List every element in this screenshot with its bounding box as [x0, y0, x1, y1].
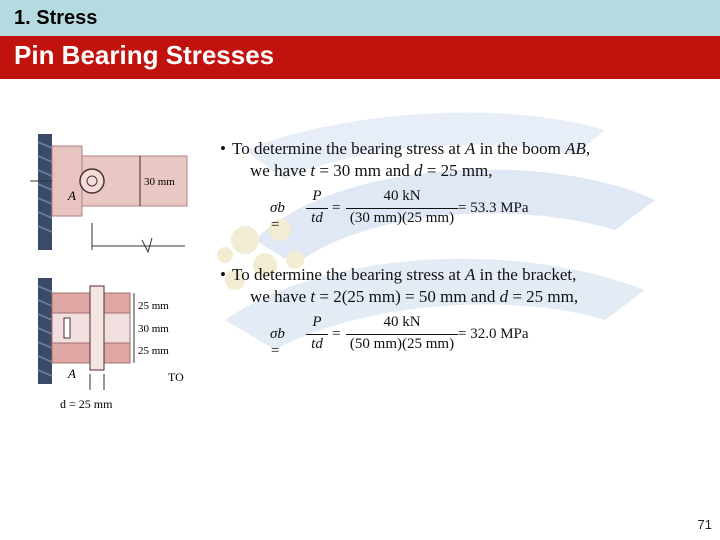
- bullet-boom: [220, 138, 702, 182]
- pin-bottom: [90, 286, 104, 370]
- equation-denominator: td: [311, 210, 323, 226]
- bullet-symbol: •: [220, 139, 226, 158]
- equation-result: = 53.3 MPa: [458, 200, 529, 216]
- bullet-line: we have t = 30 mm and d = 25 mm,: [250, 161, 493, 180]
- bracket-top: [52, 146, 82, 216]
- bullet-line: To determine the bearing stress at A in the bracket,: [232, 265, 577, 284]
- figure-label-30mm-top: 30 mm: [144, 176, 175, 188]
- equation-numerator: P: [312, 314, 322, 330]
- figure-label-to: TO: [168, 370, 184, 384]
- equation-denominator: td: [311, 336, 323, 352]
- equation-numerator: 40 kN: [383, 188, 421, 204]
- bullet-line: we have t = 2(25 mm) = 50 mm and d = 25 mm,: [250, 287, 579, 306]
- equation-denominator: (50 mm)(25 mm): [349, 336, 455, 352]
- equation-numerator: 40 kN: [383, 314, 421, 330]
- figure-label-25mm-2: 25 mm: [138, 345, 169, 357]
- equation-lhs: σb =: [270, 326, 285, 359]
- page-number: 71: [697, 517, 712, 532]
- bullet-bracket: [220, 264, 702, 308]
- figure-label-d: d = 25 mm: [60, 397, 113, 411]
- equation-result: = 32.0 MPa: [458, 326, 529, 342]
- bullet-line: To determine the bearing stress at A in the boom AB,: [232, 139, 591, 158]
- pin-bracket-figure: [30, 128, 195, 418]
- section-header-bar: [0, 0, 720, 36]
- equation-denominator: (30 mm)(25 mm): [349, 210, 455, 226]
- slide-title: Pin Bearing Stresses: [14, 40, 275, 70]
- figure-label-25mm-1: 25 mm: [138, 300, 169, 312]
- wall-top: [38, 134, 52, 250]
- section-title: 1. Stress: [14, 7, 98, 29]
- bullet-symbol: •: [220, 265, 226, 284]
- figure-label-a-bottom: A: [68, 366, 76, 381]
- equation-lhs: σb =: [270, 200, 285, 233]
- equation-numerator: P: [312, 188, 322, 204]
- figure-label-a-top: A: [68, 188, 76, 203]
- pin-top: [80, 169, 104, 193]
- figure-label-30mm: 30 mm: [138, 323, 169, 335]
